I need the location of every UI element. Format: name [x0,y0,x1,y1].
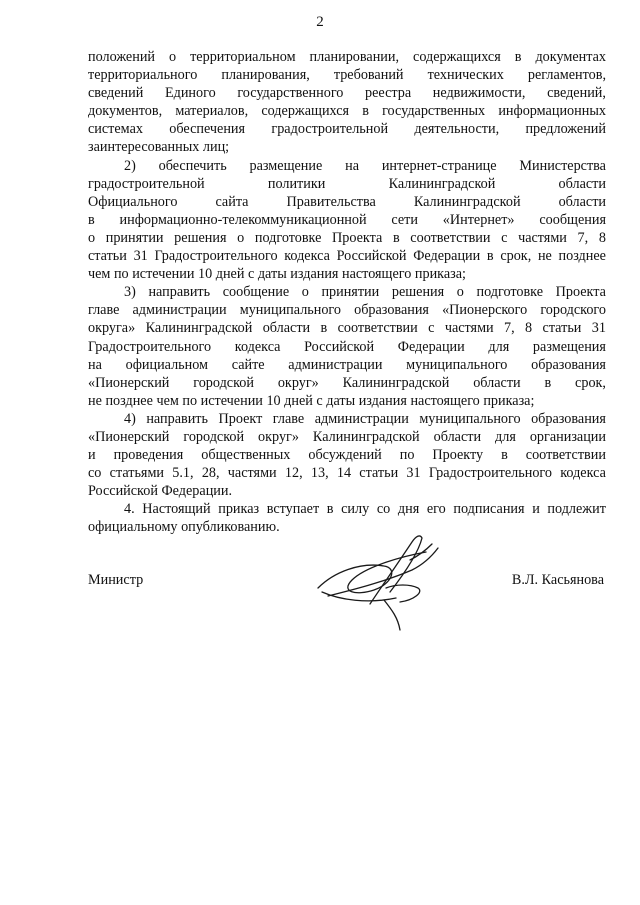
text-line [88,157,606,175]
word: 5.1, [172,465,194,482]
word: подготовке [254,229,322,246]
word: статьи [359,465,399,482]
word: лиц; [202,139,230,156]
word: со [88,465,102,482]
word: в [501,447,508,464]
word: государственного [237,85,344,102]
text-line [88,301,606,319]
word: заинтересованных [88,139,200,156]
word: по [399,447,415,464]
word: статьями [109,465,165,482]
word: принятии [321,284,380,301]
word: обсуждений [308,447,382,464]
text-line [88,48,606,66]
word: чем [88,266,111,283]
word: в [392,229,400,246]
text-line [88,356,606,374]
word: планирования, [221,67,310,84]
text-line [88,500,606,518]
word: Официального [88,193,178,210]
word: в [326,501,334,518]
word: принятии [105,229,164,246]
word: Калининградской [342,374,450,391]
word: Настоящий [142,501,211,518]
text-line [88,120,606,138]
word: области [262,320,311,337]
word: сведений [88,85,144,102]
word: чем [156,392,179,409]
word: Федерации. [161,483,233,500]
word: размещение [249,157,323,174]
word: муниципального [239,302,341,319]
word: о [301,284,309,301]
word: его [426,501,446,518]
text-line [88,283,606,301]
word: соответствии [525,447,606,464]
word: обеспечить [158,157,227,174]
word: области [433,428,482,445]
text-line [88,138,606,156]
word: содержащихся [261,103,350,120]
word: Градостроительного [88,338,212,355]
signer-name: В.Л. Касьянова [511,572,604,588]
word: для [495,428,516,445]
word: положений [88,49,156,65]
word: со [376,501,391,518]
word: о [169,49,177,65]
word: издания [358,392,407,409]
word: настоящего [342,266,412,283]
word: в [514,49,522,65]
word: в [544,374,552,391]
word: частями [518,229,567,246]
word: вступает [266,501,320,518]
word: обеспечения [169,121,246,138]
word: сведений, [547,85,606,102]
word: подписания [453,501,525,518]
word: территориальном [190,49,296,65]
text-line [88,446,606,464]
word: администрации [288,356,383,373]
word: дней [284,392,313,409]
word: «Интернет» [442,211,515,228]
word: 2) [124,157,136,174]
word: государственных [382,103,486,120]
text-line [88,229,606,247]
word: 3) [124,284,136,301]
word: Проекта [332,229,383,246]
word: опубликованию. [181,519,280,536]
word: администрации [314,410,409,427]
text-line [88,265,606,283]
word: сайта [215,193,249,210]
word: срок, [575,374,606,391]
text-line [88,338,606,356]
word: издания [290,266,339,283]
word: в [88,211,95,228]
word: решения [391,284,445,301]
text-line [88,102,606,120]
word: муниципального [406,356,508,373]
word: документов, [88,103,163,120]
word: образования [354,302,429,319]
word: Федерации [413,248,481,265]
word: администрации [132,302,227,319]
word: сообщения [539,211,606,228]
text-line [88,175,606,193]
document-body [88,48,606,537]
word: требований [333,67,404,84]
word: области [558,175,606,192]
word: даты [257,266,287,283]
word: сайте [231,356,265,373]
word: Калининградской [413,193,521,210]
text-line [88,374,606,392]
word: Министерства [519,157,606,174]
word: с [428,320,435,337]
word: 4. [124,501,135,518]
word: 28, [201,465,220,482]
word: градостроительной [271,121,389,138]
word: Калининградской [312,428,420,445]
word: системах [88,121,143,138]
word: настоящего [410,392,480,409]
word: регламентов, [527,67,606,84]
word: образования [531,410,606,427]
word: в [320,320,328,337]
word: дня [397,501,420,518]
word: технических [427,67,504,84]
text-line [88,319,606,337]
word: Градостроительного [428,465,552,482]
word: частями [444,320,494,337]
page-number: 2 [316,14,324,30]
word: Федерации [397,338,465,355]
word: направить [148,284,211,301]
word: на [345,157,359,174]
word: даты [326,392,356,409]
word: 4) [124,410,136,427]
word: 7, [504,320,515,337]
text-line [88,428,606,446]
word: 31 [133,248,148,265]
word: статьи [88,248,127,265]
word: главе [272,410,305,427]
word: муниципального [419,410,521,427]
word: не [537,248,552,265]
word: и [88,447,96,464]
word: кодекса [284,248,330,265]
word: позднее [105,392,153,409]
word: информационных [498,103,606,120]
word: 7, [577,229,589,246]
word: статьи [542,320,582,337]
word: градостроительной [88,175,205,192]
word: о [456,284,464,301]
word: кодекса [234,338,281,355]
word: силу [341,501,370,518]
word: Проект [218,410,263,427]
word: главе [88,302,120,319]
word: сообщение [222,284,290,301]
word: о [237,229,245,246]
word: Российской [304,338,375,355]
word: Единого [164,85,216,102]
word: официальному [88,519,178,536]
word: округа» [88,320,136,337]
word: городской [193,374,254,391]
word: официальном [125,356,209,373]
word: о [88,229,96,246]
word: в [486,248,494,265]
word: территориального [88,67,198,84]
word: городского [540,302,606,319]
text-line [88,84,606,102]
word: 12, [284,465,303,482]
word: 10 [266,392,281,409]
text-line [88,193,606,211]
word: области [558,193,606,210]
word: решения [174,229,227,246]
word: «Пионерский [88,374,170,391]
word: по [182,392,198,409]
word: соответствии [337,320,418,337]
word: дней [215,266,245,283]
word: информационно-телекоммуникационной [119,211,367,228]
word: направить [146,410,208,427]
text-line [88,247,606,265]
word: документах [535,49,606,65]
word: 10 [198,266,213,283]
text-line [88,211,606,229]
word: позднее [558,248,606,265]
word: организации [529,428,606,445]
word: планировании, [309,49,400,65]
text-line [88,392,606,410]
word: не [88,392,102,409]
word: с [316,392,323,409]
word: срок, [500,248,532,265]
word: Правительства [286,193,376,210]
word: 13, [310,465,329,482]
word: интернет-странице [381,157,497,174]
word: Российской [336,248,407,265]
word: приказ [218,501,260,518]
position-title: Министр [88,572,144,588]
word: 31 [406,465,421,482]
word: Калининградской [388,175,496,192]
word: с [501,229,508,246]
word: Проекта [555,284,606,301]
word: в [362,103,369,120]
text-line [88,464,606,482]
word: приказа; [483,392,535,409]
text-line [88,66,606,84]
word: приказа; [414,266,466,283]
text-line [88,482,606,500]
signature-block [0,572,640,632]
word: Российской [88,483,158,500]
word: 14 [336,465,352,482]
word: на [88,356,102,373]
word: сети [391,211,418,228]
word: с [247,266,255,283]
word: и [532,501,540,518]
word: «Пионерского [442,302,528,319]
word: содержащихся [413,49,501,65]
word: городской [183,428,245,445]
word: 8 [598,229,606,246]
word: подготовке [476,284,543,301]
word: общественных [201,447,291,464]
word: области [473,374,521,391]
word: размещения [532,338,606,355]
word: истечении [200,392,263,409]
word: политики [267,175,326,192]
word: деятельности, [414,121,500,138]
word: Калининградской [145,320,253,337]
word: по [113,266,129,283]
word: округ» [258,428,299,445]
word: 31 [591,320,606,337]
word: истечении [132,266,195,283]
word: частями [227,465,277,482]
word: кодекса [560,465,606,482]
word: соответствии [410,229,491,246]
word: проведения [113,447,184,464]
word: 8 [525,320,533,337]
word: Градостроительного [154,248,278,265]
word: округ» [277,374,319,391]
text-line [88,410,606,428]
word: предложений [525,121,606,138]
word: образования [531,356,606,373]
word: материалов, [175,103,249,120]
word: для [488,338,510,355]
word: «Пионерский [88,428,170,445]
word: реестра [365,85,412,102]
word: подлежит [547,501,606,518]
word: Проекту [432,447,484,464]
word: недвижимости, [432,85,526,102]
